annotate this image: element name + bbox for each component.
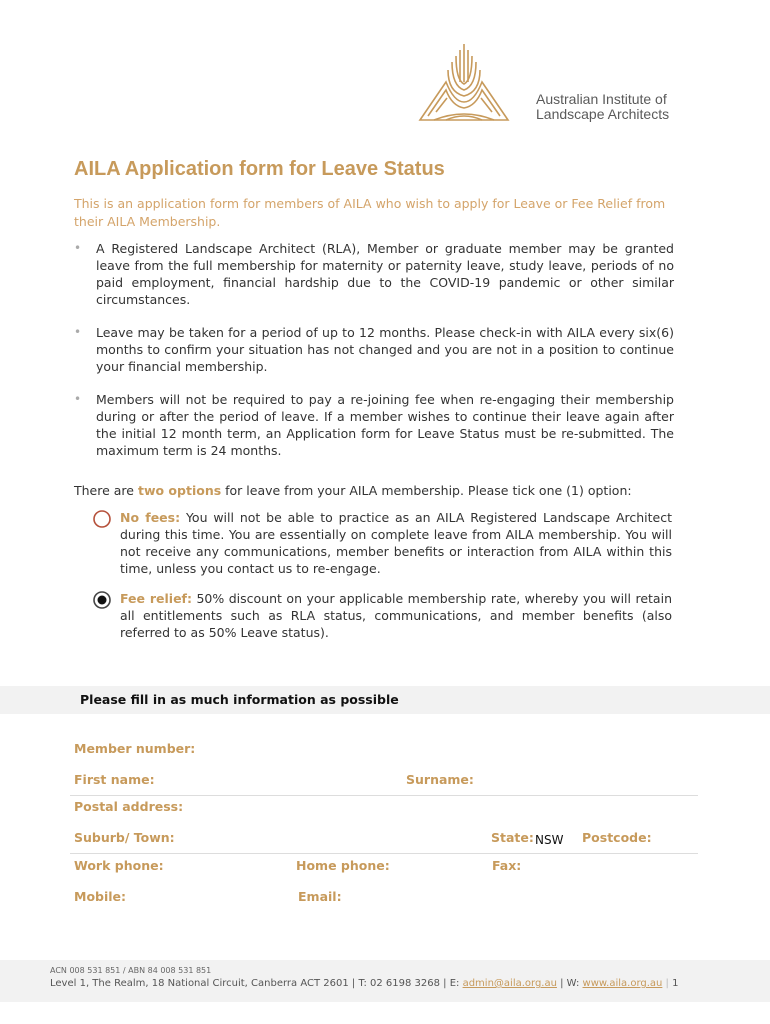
org-name-line2: Landscape Architects	[536, 106, 670, 122]
org-name	[536, 92, 669, 122]
page-title: AILA Application form for Leave Status	[74, 158, 445, 180]
bullet-icon: •	[74, 392, 82, 406]
state-label: State:	[491, 830, 534, 845]
mobile-label: Mobile:	[74, 889, 127, 904]
work-phone-label: Work phone:	[74, 858, 164, 873]
email-label: Email:	[298, 889, 342, 904]
footer-email-link[interactable]: admin@aila.org.au	[462, 978, 557, 989]
field-divider	[70, 795, 698, 796]
options-intro: There are two options for leave from your AILA membership. Please tick one (1) option:	[74, 483, 632, 498]
list-item: • A Registered Landscape Architect (RLA), Member or graduate member may be granted leave from the full membership for maternity or paternity leave, study leave, periods of no paid employment, financial hardship due to the COVID-19 pandemic or other similar circumstances.	[74, 241, 674, 307]
surname-label: Surname:	[406, 772, 474, 787]
suburb-label: Suburb/ Town:	[74, 830, 175, 845]
intro-text: This is an application form for members of AILA who wish to apply for Leave or Fee Relief from their AILA Membership.	[74, 196, 666, 229]
home-phone-label: Home phone:	[296, 858, 390, 873]
footer-acn: ACN 008 531 851 / ABN 84 008 531 851	[50, 966, 212, 975]
bullet-icon: •	[74, 325, 82, 339]
first-name-label: First name:	[74, 772, 155, 787]
list-item: • Members will not be required to pay a re-joining fee when re-engaging their membership during or after the period of leave. If a member wishes to continue their leave again after the initial 12 month term, an Application form for Leave Status must be re-submitted. The maximum term is 24 months.	[74, 392, 674, 458]
state-field[interactable]: NSW	[535, 833, 564, 847]
aila-logo-icon	[416, 42, 512, 122]
fax-label: Fax:	[492, 858, 522, 873]
radio-unselected-icon[interactable]	[92, 509, 112, 529]
postal-address-label: Postal address:	[74, 799, 184, 814]
radio-selected-icon[interactable]	[92, 590, 112, 610]
postcode-label: Postcode:	[582, 830, 652, 845]
info-bullet-list	[74, 240, 674, 475]
org-name-line1: Australian Institute of	[536, 91, 667, 107]
page-number: 1	[672, 978, 679, 989]
field-divider	[70, 853, 698, 854]
bullet-icon: •	[74, 241, 82, 255]
member-number-label: Member number:	[74, 741, 196, 756]
option-no-fees[interactable]: No fees: You will not be able to practice as an AILA Registered Landscape Architect during this time. You are essentially on complete leave from AILA membership. You will not receive any communications, member benefits or interaction from AILA within this time, unless you contact us to re-engage.	[92, 509, 672, 577]
option-fee-relief[interactable]: Fee relief: 50% discount on your applicable membership rate, whereby you will retain all entitlements such as RLA status, communications, and member benefits (also referred to as 50% Leave status).	[92, 590, 672, 641]
footer-address: Level 1, The Realm, 18 National Circuit, Canberra ACT 2601 | T: 02 6198 3268 | E: admin@aila.org.au | W: www.aila.org.au | 1	[50, 978, 679, 989]
footer-web-link[interactable]: www.aila.org.au	[582, 978, 663, 989]
list-item: • Leave may be taken for a period of up to 12 months. Please check-in with AILA every six(6) months to confirm your situation has not changed and you are not in a position to continue your financial membership.	[74, 325, 674, 374]
form-heading: Please fill in as much information as possible	[80, 692, 399, 707]
